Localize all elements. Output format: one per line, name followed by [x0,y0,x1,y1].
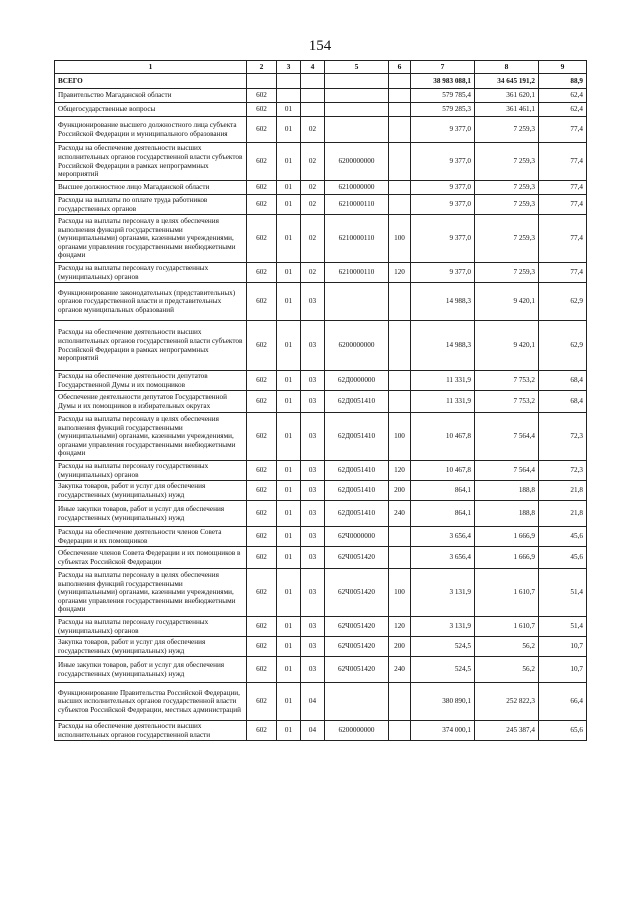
row-actual-value: 7 259,3 [475,263,539,283]
row-code-section: 01 [277,481,301,501]
row-code-section: 01 [277,683,301,721]
row-code-target: 62Д0051410 [325,391,389,413]
row-code-admin: 602 [247,143,277,181]
row-code-type: 120 [389,263,411,283]
row-name: Расходы на выплаты персоналу в целях обеспечения выполнения функций государственными (муниципальными) органами, казенными учреждениями, органами управления государственными внебюджетными фондами [55,215,247,263]
row-plan-value: 14 988,3 [411,321,475,371]
row-plan-value: 579 785,4 [411,89,475,103]
row-code-subsection: 03 [301,547,325,569]
row-code-type [389,527,411,547]
table-row [55,657,587,683]
row-plan-value: 10 467,8 [411,461,475,481]
row-percent: 21,8 [539,481,587,501]
table-row [55,527,587,547]
row-actual-value: 7 753,2 [475,371,539,391]
row-name: Расходы на выплаты персоналу государственных (муниципальных) органов [55,461,247,481]
row-code-target: 62Ч0000000 [325,527,389,547]
row-percent: 62,4 [539,89,587,103]
row-code-subsection: 04 [301,721,325,741]
row-actual-value: 7 259,3 [475,195,539,215]
row-name: Закупка товаров, работ и услуг для обеспечения государственных (муниципальных) нужд [55,481,247,501]
row-code-target [325,117,389,143]
row-code-subsection: 03 [301,321,325,371]
row-name: Расходы на обеспечение деятельности высших исполнительных органов государственной власти [55,721,247,741]
table-row [55,283,587,321]
row-plan-value: 11 331,9 [411,371,475,391]
row-code-type: 120 [389,461,411,481]
row-code-subsection: 03 [301,501,325,527]
row-actual-value: 56,2 [475,637,539,657]
row-code-target [325,103,389,117]
row-code-subsection: 03 [301,569,325,617]
row-name: Общегосударственные вопросы [55,103,247,117]
total-v7: 38 983 088,1 [411,74,475,89]
row-code-section: 01 [277,657,301,683]
row-code-type [389,321,411,371]
row-code-target: 62Д0051410 [325,481,389,501]
row-code-subsection: 03 [301,481,325,501]
row-code-section: 01 [277,461,301,481]
header-cell: 6 [389,61,411,74]
row-code-subsection: 04 [301,683,325,721]
row-name: Расходы на выплаты персоналу государственных (муниципальных) органов [55,617,247,637]
header-cell: 1 [55,61,247,74]
row-actual-value: 7 564,4 [475,413,539,461]
row-code-admin: 602 [247,117,277,143]
row-code-admin: 602 [247,501,277,527]
row-name: Расходы на обеспечение деятельности высших исполнительных органов государственной власти субъектов Российской Федерации в рамках непрограммных мероприятий [55,143,247,181]
table-row [55,143,587,181]
row-code-section: 01 [277,263,301,283]
row-actual-value: 1 610,7 [475,569,539,617]
row-actual-value: 245 387,4 [475,721,539,741]
row-plan-value: 3 131,9 [411,569,475,617]
row-code-section: 01 [277,195,301,215]
row-plan-value: 524,5 [411,657,475,683]
row-code-section: 01 [277,181,301,195]
row-code-target [325,283,389,321]
row-code-subsection: 02 [301,263,325,283]
row-name: Иные закупки товаров, работ и услуг для обеспечения государственных (муниципальных) нужд [55,501,247,527]
row-name: Расходы на выплаты по оплате труда работников государственных органов [55,195,247,215]
row-code-admin: 602 [247,103,277,117]
row-code-subsection: 03 [301,461,325,481]
row-code-admin: 602 [247,413,277,461]
row-name: Правительство Магаданской области [55,89,247,103]
row-code-admin: 602 [247,371,277,391]
row-code-admin: 602 [247,481,277,501]
table-row [55,501,587,527]
row-plan-value: 579 285,3 [411,103,475,117]
row-code-section: 01 [277,283,301,321]
row-code-admin: 602 [247,321,277,371]
row-code-subsection: 03 [301,371,325,391]
row-percent: 77,4 [539,181,587,195]
row-percent: 72,3 [539,461,587,481]
row-plan-value: 9 377,0 [411,215,475,263]
row-name: Расходы на выплаты персоналу в целях обеспечения выполнения функций государственными (муниципальными) органами, казенными учреждениями, органами управления государственными внебюджетными фондами [55,569,247,617]
row-plan-value: 864,1 [411,501,475,527]
row-code-subsection: 03 [301,527,325,547]
page-number: 154 [308,38,332,54]
row-actual-value: 7 753,2 [475,391,539,413]
row-code-admin: 602 [247,721,277,741]
row-code-admin: 602 [247,569,277,617]
row-code-subsection: 03 [301,391,325,413]
row-percent: 65,6 [539,721,587,741]
row-name: Закупка товаров, работ и услуг для обеспечения государственных (муниципальных) нужд [55,637,247,657]
row-code-target: 62Ч0051420 [325,617,389,637]
row-code-type [389,181,411,195]
row-name: Высшее должностное лицо Магаданской области [55,181,247,195]
row-code-subsection: 03 [301,657,325,683]
row-code-section [277,89,301,103]
table-row [55,569,587,617]
row-percent: 68,4 [539,371,587,391]
row-code-type: 240 [389,657,411,683]
row-code-target [325,683,389,721]
row-name: Расходы на обеспечение деятельности депутатов Государственной Думы и их помощников [55,371,247,391]
row-code-target [325,89,389,103]
header-cell: 9 [539,61,587,74]
row-code-section: 01 [277,721,301,741]
row-percent: 77,4 [539,263,587,283]
row-code-subsection: 03 [301,413,325,461]
header-cell: 7 [411,61,475,74]
row-code-admin: 602 [247,181,277,195]
row-code-type [389,547,411,569]
row-name: Функционирование Правительства Российской Федерации, высших исполнительных органов государственной власти субъектов Российской Федерации, местных администраций [55,683,247,721]
row-code-type [389,89,411,103]
total-v8: 34 645 191,2 [475,74,539,89]
row-name: Обеспечение членов Совета Федерации и их помощников в субъектах Российской Федерации [55,547,247,569]
row-plan-value: 14 988,3 [411,283,475,321]
row-name: Иные закупки товаров, работ и услуг для обеспечения государственных (муниципальных) нужд [55,657,247,683]
table-row [55,89,587,103]
row-plan-value: 864,1 [411,481,475,501]
table-row [55,321,587,371]
row-percent: 62,4 [539,103,587,117]
row-actual-value: 7 259,3 [475,215,539,263]
table-row [55,413,587,461]
row-code-target: 6210000000 [325,181,389,195]
table-row [55,263,587,283]
row-code-admin: 602 [247,527,277,547]
row-actual-value: 1 666,9 [475,547,539,569]
row-percent: 45,6 [539,547,587,569]
table-row [55,461,587,481]
row-percent: 62,9 [539,283,587,321]
row-code-subsection [301,89,325,103]
row-code-target: 62Д0051410 [325,501,389,527]
row-code-target: 6210000110 [325,215,389,263]
row-code-type [389,391,411,413]
row-code-target: 6200000000 [325,143,389,181]
row-name: Расходы на выплаты персоналу в целях обеспечения выполнения функций государственными (муниципальными) органами, казенными учреждениями, органами управления государственными внебюджетными фондами [55,413,247,461]
row-code-admin: 602 [247,657,277,683]
row-code-section: 01 [277,527,301,547]
row-percent: 77,4 [539,143,587,181]
row-code-type: 240 [389,501,411,527]
row-name: Расходы на обеспечение деятельности высших исполнительных органов государственной власти субъектов Российской Федерации в рамках непрограммных мероприятий [55,321,247,371]
row-plan-value: 9 377,0 [411,195,475,215]
row-plan-value: 11 331,9 [411,391,475,413]
row-code-section: 01 [277,117,301,143]
row-code-section: 01 [277,391,301,413]
row-code-admin: 602 [247,89,277,103]
row-plan-value: 3 131,9 [411,617,475,637]
row-code-target: 62Ч0051420 [325,547,389,569]
row-code-subsection: 02 [301,195,325,215]
row-name: Функционирование высшего должностного лица субъекта Российской Федерации и муниципального образования [55,117,247,143]
row-code-admin: 602 [247,391,277,413]
row-percent: 45,6 [539,527,587,547]
row-actual-value: 361 620,1 [475,89,539,103]
row-code-type [389,117,411,143]
row-actual-value: 9 420,1 [475,321,539,371]
table-row [55,195,587,215]
row-code-admin: 602 [247,215,277,263]
total-v9: 88,9 [539,74,587,89]
row-plan-value: 524,5 [411,637,475,657]
table-row [55,371,587,391]
row-code-section: 01 [277,371,301,391]
row-percent: 51,4 [539,569,587,617]
row-code-subsection: 02 [301,143,325,181]
row-actual-value: 7 259,3 [475,117,539,143]
row-code-target: 62Д0000000 [325,371,389,391]
row-percent: 10,7 [539,657,587,683]
row-code-admin: 602 [247,547,277,569]
total-row [55,74,587,89]
row-percent: 51,4 [539,617,587,637]
row-plan-value: 3 656,4 [411,527,475,547]
table-row [55,481,587,501]
row-plan-value: 380 890,1 [411,683,475,721]
row-actual-value: 188,8 [475,501,539,527]
row-code-type [389,283,411,321]
row-code-type: 120 [389,617,411,637]
row-code-admin: 602 [247,617,277,637]
row-code-section: 01 [277,413,301,461]
row-plan-value: 9 377,0 [411,117,475,143]
header-cell: 4 [301,61,325,74]
budget-table [54,60,587,741]
row-actual-value: 56,2 [475,657,539,683]
header-row [55,61,587,74]
row-code-section: 01 [277,547,301,569]
row-code-section: 01 [277,215,301,263]
row-code-target: 62Ч0051420 [325,637,389,657]
row-plan-value: 374 000,1 [411,721,475,741]
row-code-section: 01 [277,617,301,637]
row-name: Функционирование законодательных (представительных) органов государственной власти и представительных органов муниципальных образований [55,283,247,321]
row-code-subsection [301,103,325,117]
row-code-type [389,143,411,181]
row-code-target: 6200000000 [325,321,389,371]
row-actual-value: 9 420,1 [475,283,539,321]
row-code-target: 6210000110 [325,263,389,283]
row-name: Расходы на обеспечение деятельности членов Совета Федерации и их помощников [55,527,247,547]
table-row [55,181,587,195]
row-code-type: 200 [389,637,411,657]
row-code-target: 62Ч0051420 [325,569,389,617]
header-cell: 5 [325,61,389,74]
row-code-type [389,103,411,117]
row-plan-value: 10 467,8 [411,413,475,461]
row-percent: 62,9 [539,321,587,371]
row-code-target: 6200000000 [325,721,389,741]
table-row [55,117,587,143]
header-cell: 2 [247,61,277,74]
row-code-subsection: 03 [301,617,325,637]
row-percent: 68,4 [539,391,587,413]
row-actual-value: 7 564,4 [475,461,539,481]
row-code-section: 01 [277,501,301,527]
row-code-section: 01 [277,103,301,117]
row-actual-value: 1 610,7 [475,617,539,637]
row-code-section: 01 [277,637,301,657]
row-code-section: 01 [277,569,301,617]
row-code-type: 100 [389,569,411,617]
header-cell: 8 [475,61,539,74]
row-actual-value: 7 259,3 [475,181,539,195]
table-row [55,721,587,741]
row-code-subsection: 02 [301,117,325,143]
table-row [55,683,587,721]
row-code-type: 100 [389,413,411,461]
row-code-target: 6210000110 [325,195,389,215]
row-code-admin: 602 [247,637,277,657]
row-actual-value: 188,8 [475,481,539,501]
row-plan-value: 9 377,0 [411,143,475,181]
row-actual-value: 252 822,3 [475,683,539,721]
row-code-admin: 602 [247,195,277,215]
table-row [55,215,587,263]
row-code-type: 100 [389,215,411,263]
row-code-type [389,721,411,741]
row-percent: 77,4 [539,195,587,215]
row-plan-value: 3 656,4 [411,547,475,569]
row-code-subsection: 03 [301,637,325,657]
table-row [55,391,587,413]
row-percent: 77,4 [539,117,587,143]
table-row [55,617,587,637]
row-code-target: 62Д0051410 [325,461,389,481]
row-code-admin: 602 [247,263,277,283]
row-code-type [389,371,411,391]
row-percent: 72,3 [539,413,587,461]
row-code-subsection: 03 [301,283,325,321]
row-code-admin: 602 [247,683,277,721]
row-code-type [389,195,411,215]
row-percent: 10,7 [539,637,587,657]
row-percent: 66,4 [539,683,587,721]
row-name: Обеспечение деятельности депутатов Государственной Думы и их помощников в избирательных округах [55,391,247,413]
row-code-target: 62Д0051410 [325,413,389,461]
row-name: Расходы на выплаты персоналу государственных (муниципальных) органов [55,263,247,283]
row-code-type: 200 [389,481,411,501]
row-code-subsection: 02 [301,215,325,263]
row-code-section: 01 [277,321,301,371]
table-row [55,547,587,569]
row-actual-value: 1 666,9 [475,527,539,547]
row-percent: 77,4 [539,215,587,263]
row-code-subsection: 02 [301,181,325,195]
row-actual-value: 361 461,1 [475,103,539,117]
row-code-section: 01 [277,143,301,181]
total-label: ВСЕГО [55,74,247,89]
table-row [55,103,587,117]
row-percent: 21,8 [539,501,587,527]
row-actual-value: 7 259,3 [475,143,539,181]
row-code-type [389,683,411,721]
table-row [55,637,587,657]
row-code-admin: 602 [247,283,277,321]
header-cell: 3 [277,61,301,74]
row-code-admin: 602 [247,461,277,481]
row-plan-value: 9 377,0 [411,181,475,195]
row-code-target: 62Ч0051420 [325,657,389,683]
row-plan-value: 9 377,0 [411,263,475,283]
